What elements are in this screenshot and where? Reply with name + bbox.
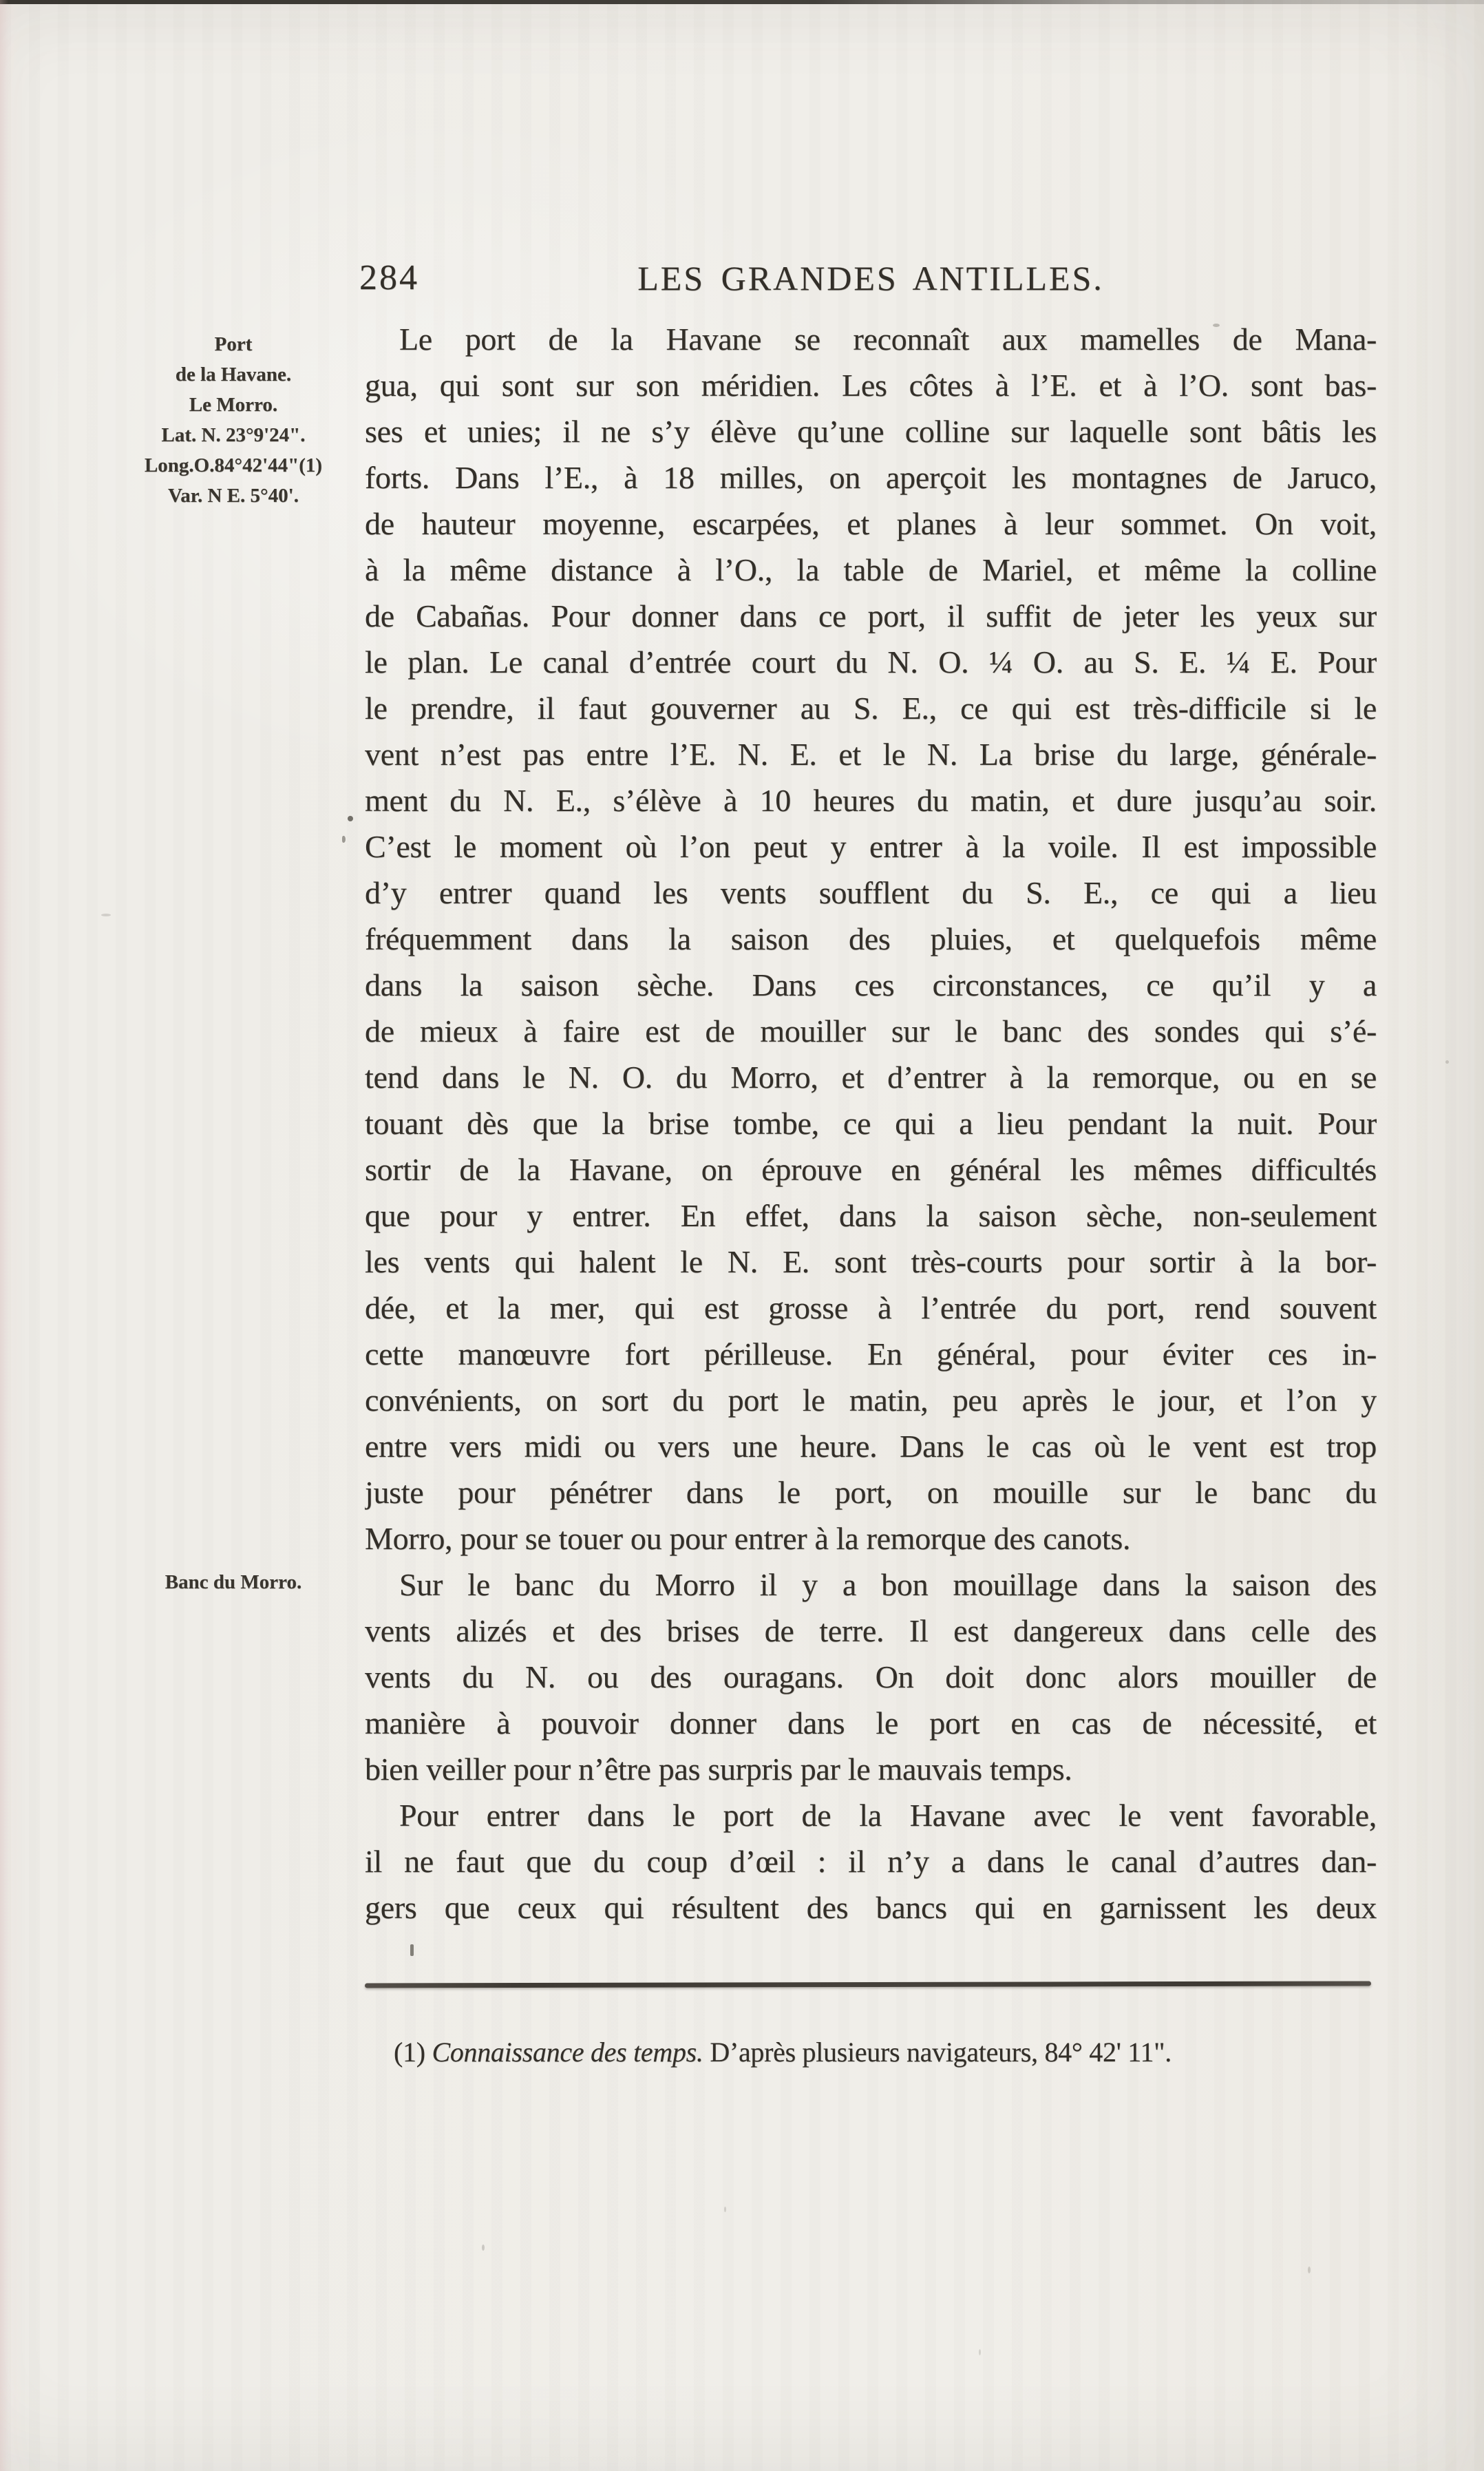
- body-line: cette manœuvre fort périlleuse. En général, pour éviter ces in-: [365, 1336, 1377, 1371]
- body-line: Le port de la Havane se reconnaît aux mamelles de Mana-: [399, 322, 1377, 357]
- body-line: gers que ceux qui résultent des bancs qui en garnissent les deux: [365, 1890, 1377, 1925]
- footnote-text: D’après plusieurs navigateurs, 84° 42' 11".: [703, 2037, 1172, 2068]
- margin-note-banc-morro: [103, 1567, 363, 1597]
- body-line: que pour y entrer. En effet, dans la saison sèche, non-seulement: [365, 1198, 1377, 1233]
- body-line: les vents qui halent le N. E. sont très-courts pour sortir à la bor-: [365, 1244, 1377, 1279]
- body-line: vent n’est pas entre l’E. N. E. et le N. La brise du large, générale-: [365, 737, 1377, 772]
- ink-speck: [348, 816, 353, 821]
- ink-speck: [101, 914, 111, 916]
- body-line: juste pour pénétrer dans le port, on mouille sur le banc du: [365, 1475, 1377, 1510]
- body-line: dans la saison sèche. Dans ces circonstances, ce qu’il y a: [365, 967, 1377, 1002]
- body-line: Sur le banc du Morro il y a bon mouillage dans la saison des: [399, 1567, 1377, 1602]
- body-line: entre vers midi ou vers une heure. Dans le cas où le vent est trop: [365, 1429, 1377, 1464]
- body-line: à la même distance à l’O., la table de Mariel, et même la colline: [365, 552, 1377, 587]
- page-number: 284: [359, 258, 419, 297]
- margin-note-line: Le Morro.: [189, 394, 278, 416]
- body-line: il ne faut que du coup d’œil : il n’y a dans le canal d’autres dan-: [365, 1844, 1377, 1879]
- scan-top-edge: [0, 0, 1484, 4]
- footnote-work-title: Connaissance des temps.: [432, 2037, 703, 2068]
- body-text: [365, 316, 1377, 1931]
- paragraph: [365, 1792, 1377, 1931]
- body-line: le plan. Le canal d’entrée court du N. O. ¼ O. au S. E. ¼ E. Pour: [365, 644, 1377, 680]
- body-line: gua, qui sont sur son méridien. Les côtes à l’E. et à l’O. sont bas-: [365, 368, 1377, 403]
- margin-note-port-havane: [103, 329, 363, 511]
- body-line: convénients, on sort du port le matin, peu après le jour, et l’on y: [365, 1382, 1377, 1418]
- body-line: dée, et la mer, qui est grosse à l’entrée du port, rend souvent: [365, 1290, 1377, 1325]
- body-line: C’est le moment où l’on peut y entrer à la voile. Il est impossible: [365, 829, 1377, 864]
- body-line: sortir de la Havane, on éprouve en général les mêmes difficultés: [365, 1152, 1377, 1187]
- margin-note-line: Lat. N. 23°9'24".: [161, 424, 306, 446]
- body-line: de mieux à faire est de mouiller sur le banc des sondes qui s’é-: [365, 1013, 1377, 1049]
- body-line: tend dans le N. O. du Morro, et d’entrer à la remorque, ou en se: [365, 1060, 1377, 1095]
- ink-speck: [979, 2349, 981, 2355]
- margin-note-line: Banc du Morro.: [165, 1571, 302, 1593]
- margin-note-line: de la Havane.: [175, 364, 292, 386]
- body-line: d’y entrer quand les vents soufflent du S. E., ce qui a lieu: [365, 875, 1377, 910]
- paragraph: [365, 1562, 1377, 1792]
- ink-speck: [724, 2207, 726, 2212]
- body-line: bien veiller pour n’être pas surpris par le mauvais temps.: [365, 1752, 1072, 1787]
- body-line: vents alizés et des brises de terre. Il est dangereux dans celle des: [365, 1613, 1377, 1648]
- body-line: ment du N. E., s’élève à 10 heures du matin, et dure jusqu’au soir.: [365, 783, 1377, 818]
- margin-note-line: Port: [214, 333, 253, 355]
- ink-speck: [342, 836, 346, 843]
- footnote: [365, 2034, 1377, 2070]
- margin-note-line: Var. N E. 5°40'.: [168, 485, 299, 507]
- body-line: forts. Dans l’E., à 18 milles, on aperçoit les montagnes de Jaruco,: [365, 460, 1377, 495]
- body-line: le prendre, il faut gouverner au S. E., ce qui est très-difficile si le: [365, 691, 1377, 726]
- body-line: Morro, pour se touer ou pour entrer à la remorque des canots.: [365, 1521, 1131, 1556]
- scan-left-edge: [0, 0, 8, 2471]
- ink-speck: [1308, 2267, 1311, 2273]
- body-line: fréquemment dans la saison des pluies, et quelquefois même: [365, 921, 1377, 956]
- ink-speck: [1445, 1060, 1449, 1064]
- footnote-marker: (1): [394, 2037, 432, 2068]
- body-line: vents du N. ou des ouragans. On doit donc alors mouiller de: [365, 1659, 1377, 1694]
- paragraph: [365, 316, 1377, 1562]
- margin-note-line: Long.O.84°42'44"(1): [144, 454, 323, 476]
- body-line: de hauteur moyenne, escarpées, et planes à leur sommet. On voit,: [365, 506, 1377, 541]
- running-title: LES GRANDES ANTILLES.: [637, 259, 1104, 297]
- footnote-rule: [365, 1981, 1371, 1988]
- body-line: Pour entrer dans le port de la Havane avec le vent favorable,: [399, 1798, 1377, 1833]
- body-line: de Cabañas. Pour donner dans ce port, il suffit de jeter les yeux sur: [365, 598, 1377, 633]
- body-line: ses et unies; il ne s’y élève qu’une colline sur laquelle sont bâtis les: [365, 414, 1377, 449]
- ink-speck: [482, 2244, 485, 2251]
- ink-speck: [1213, 324, 1220, 327]
- body-line: manière à pouvoir donner dans le port en cas de nécessité, et: [365, 1705, 1377, 1741]
- ink-speck: [410, 1944, 414, 1956]
- body-line: touant dès que la brise tombe, ce qui a lieu pendant la nuit. Pour: [365, 1106, 1377, 1141]
